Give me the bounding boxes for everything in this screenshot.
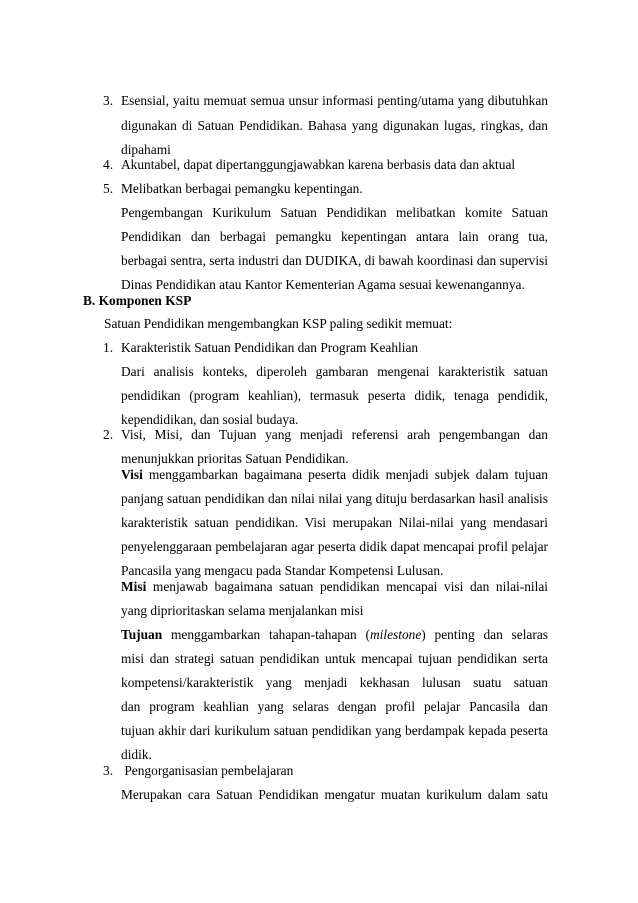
list-number: 1. — [103, 340, 114, 355]
visi-first-text: menggambarkan bagaimana peserta didik menjadi subjek dalam tujuan — [148, 467, 548, 482]
section-intro: Satuan Pendidikan mengembangkan KSP paling sedikit memuat: — [104, 316, 453, 331]
list-number: 5. — [103, 181, 114, 196]
komponen-3-body-line: Merupakan cara Satuan Pendidikan mengatur muatan kurikulum dalam satu — [121, 787, 548, 802]
komponen-2-title-line: Visi, Misi, dan Tujuan yang menjadi referensi arah pengembangan dan — [121, 427, 548, 442]
komponen-1-title: Karakteristik Satuan Pendidikan dan Program Keahlian — [121, 340, 419, 355]
item-5-paragraph-line: berbagai sentra, serta industri dan DUDIKA, di bawah koordinasi dan supervisi — [121, 253, 548, 268]
visi-line: Pancasila yang mengacu pada Standar Kompetensi Lulusan. — [121, 563, 444, 578]
misi-line: yang diprioritaskan selama menjalankan misi — [121, 603, 364, 618]
section-heading: B. Komponen KSP — [83, 293, 192, 308]
list-number: 3. — [103, 763, 114, 778]
tujuan-line: didik. — [121, 747, 152, 762]
list-number: 3. — [103, 93, 114, 108]
list-number: 4. — [103, 157, 114, 172]
tujuan-first-text-b: ) penting dan selaras — [421, 627, 548, 642]
tujuan-first-line — [121, 627, 548, 643]
visi-first-line — [121, 467, 548, 483]
list-number: 2. — [103, 427, 114, 442]
komponen-1-body-line: Dari analisis konteks, diperoleh gambaran mengenai karakteristik satuan — [121, 364, 548, 379]
tujuan-milestone-italic: milestone — [369, 627, 422, 642]
visi-line: panjang satuan pendidikan dan nilai nilai yang dituju berdasarkan hasil analisis — [121, 491, 548, 506]
item-4-line-1: Akuntabel, dapat dipertanggungjawabkan karena berbasis data dan aktual — [121, 157, 516, 172]
komponen-1-body-line: kependidikan, dan sosial budaya. — [121, 412, 299, 427]
item-5-paragraph-line: Dinas Pendidikan atau Kantor Kementerian Agama sesuai kewenangannya. — [121, 277, 525, 292]
item-3-line-3: dipahami — [121, 142, 171, 157]
visi-line: penyelenggaraan pembelajaran agar peserta didik dapat mencapai profil pelajar — [121, 539, 548, 554]
tujuan-line: dan program keahlian yang selaras dengan profil pelajar Pancasila dan — [121, 699, 548, 714]
item-5-line-1: Melibatkan berbagai pemangku kepentingan. — [121, 181, 363, 196]
item-5-paragraph-line: Pendidikan dan berbagai pemangku kepentingan antara lain orang tua, — [121, 229, 548, 244]
tujuan-term: Tujuan — [121, 627, 163, 642]
misi-first-text: menjawab bagaimana satuan pendidikan mencapai visi dan nilai-nilai — [152, 579, 548, 594]
tujuan-line: misi dan strategi satuan pendidikan untuk mencapai tujuan pendidikan serta — [121, 651, 548, 666]
visi-term: Visi — [121, 467, 143, 482]
komponen-2-title-line: menunjukkan prioritas Satuan Pendidikan. — [121, 451, 349, 466]
item-5-paragraph-line: Pengembangan Kurikulum Satuan Pendidikan melibatkan komite Satuan — [121, 205, 548, 220]
komponen-3-title: Pengorganisasian pembelajaran — [121, 763, 294, 778]
misi-term: Misi — [121, 579, 147, 594]
tujuan-line: kompetensi/karakteristik yang menjadi kekhasan lulusan suatu satuan — [121, 675, 548, 690]
item-3-line-2: digunakan di Satuan Pendidikan. Bahasa yang digunakan lugas, ringkas, dan — [121, 118, 548, 133]
item-3-line-1: Esensial, yaitu memuat semua unsur informasi penting/utama yang dibutuhkan — [121, 93, 548, 108]
tujuan-first-text-a: menggambarkan tahapan-tahapan ( — [162, 627, 370, 642]
komponen-1-body-line: pendidikan (program keahlian), termasuk peserta didik, tenaga pendidik, — [121, 388, 548, 403]
tujuan-line: tujuan akhir dari kurikulum satuan pendidikan yang berdampak kepada peserta — [121, 723, 548, 738]
visi-line: karakteristik satuan pendidikan. Visi merupakan Nilai-nilai yang mendasari — [121, 515, 548, 530]
misi-first-line — [121, 579, 548, 595]
